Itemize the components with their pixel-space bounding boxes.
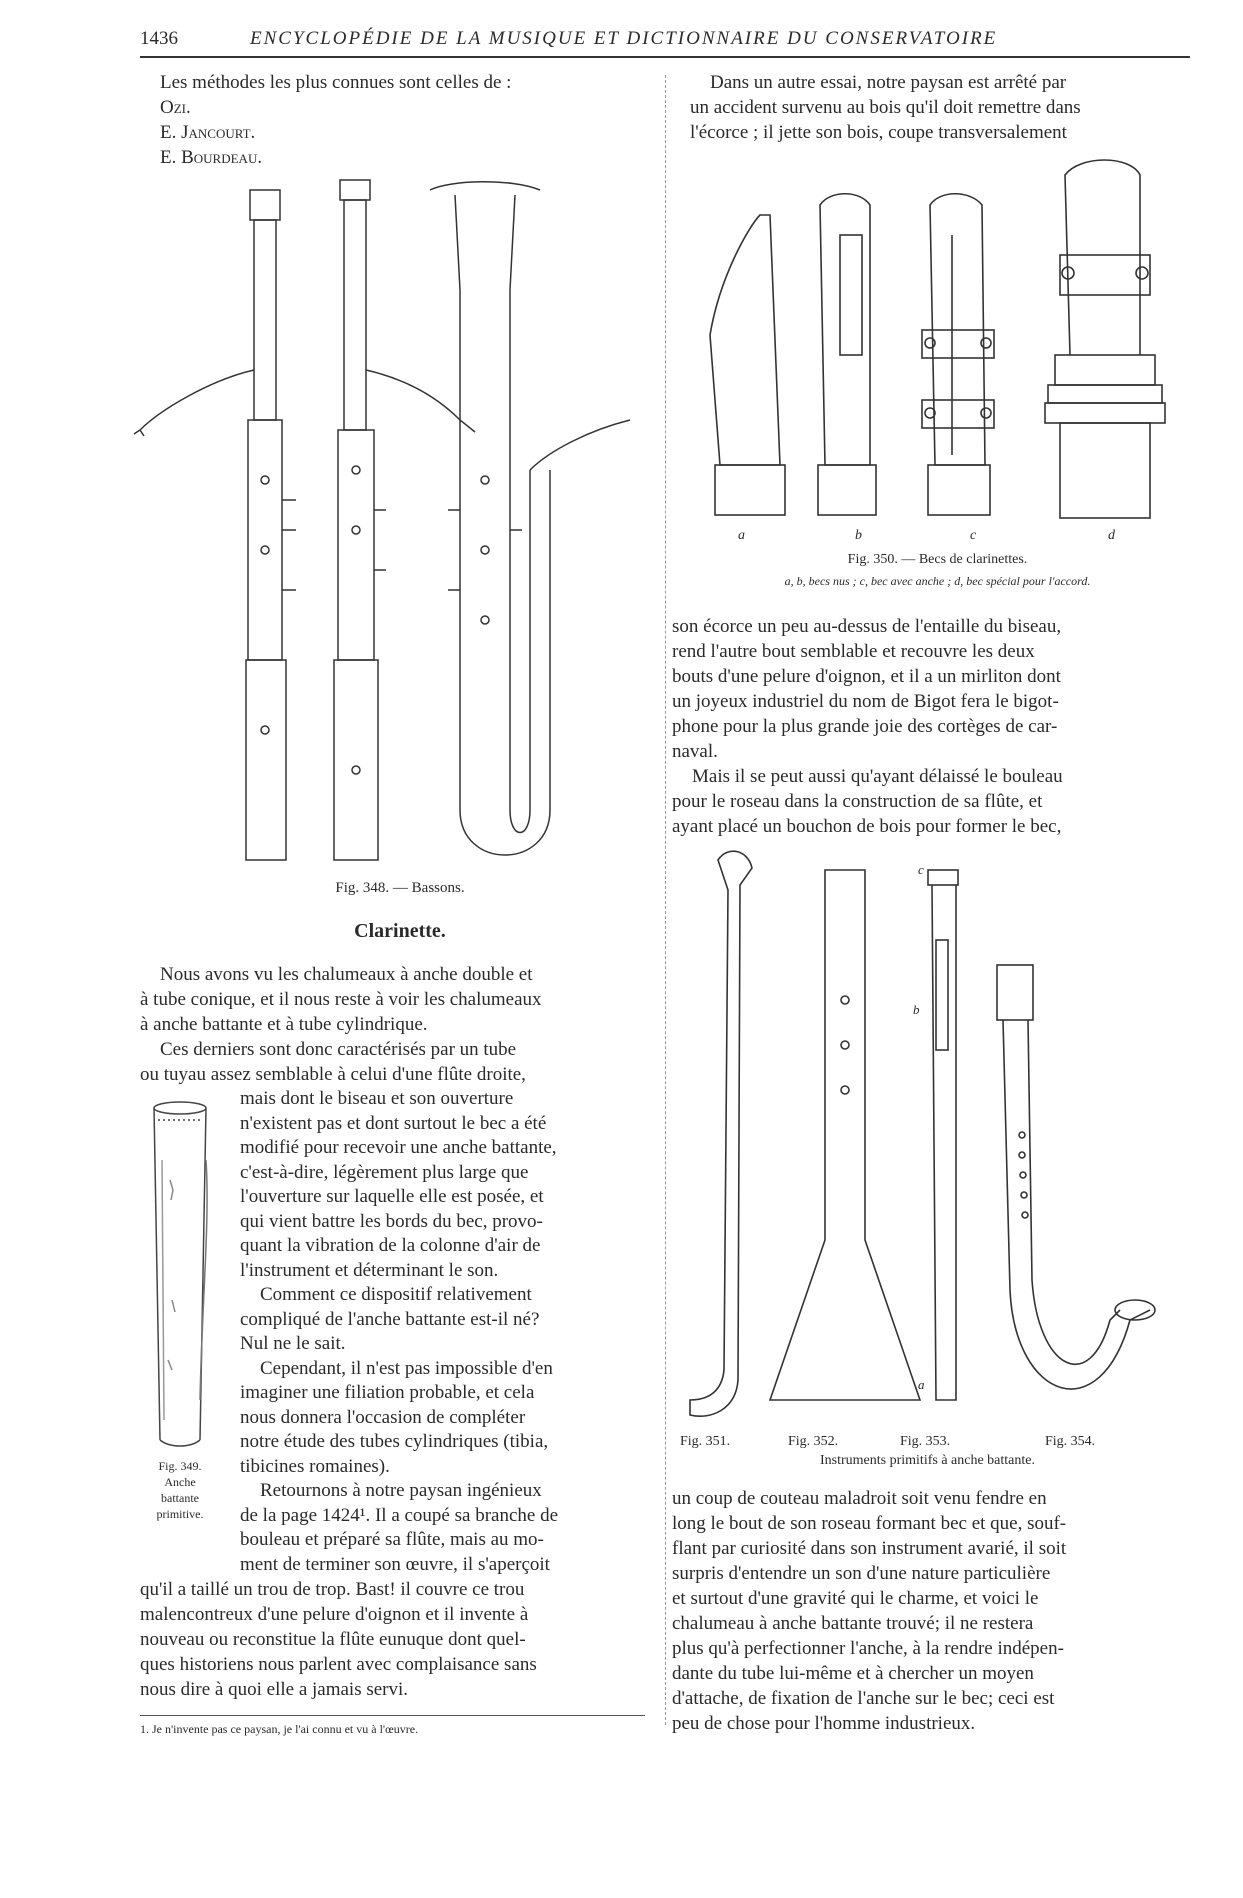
text-line: plus qu'à perfectionner l'anche, à la rendre indépen- (672, 1638, 1064, 1659)
text-line: l'écorce ; il jette son bois, coupe transversalement (690, 122, 1067, 143)
caption-line: primitive. (156, 1507, 204, 1521)
text-line: long le bout de son roseau formant bec et que, souf- (672, 1513, 1067, 1534)
caption-line: battante (161, 1491, 199, 1505)
method-item: E. Bourdeau. (160, 147, 263, 168)
text-line: flant par curiosité dans son instrument avarié, il soit (672, 1538, 1067, 1559)
fig-353-letter: c (918, 862, 924, 877)
text-line: un joyeux industriel du nom de Bigot fera le bigot- (672, 691, 1059, 712)
left-paragraph-5-full (140, 1577, 645, 1702)
text-line: nous donnera l'occasion de compléter (240, 1406, 526, 1428)
text-line: quant la vibration de la colonne d'air de (240, 1235, 541, 1256)
text-line: malencontreux d'une pelure d'oignon et il invente à (140, 1604, 529, 1625)
text-line: nous dire à quoi elle a jamais servi. (140, 1679, 409, 1700)
text-line: ment de terminer son œuvre, il s'aperçoit (240, 1553, 550, 1575)
footnote: 1. Je n'invente pas ce paysan, je l'ai connu et vu à l'œuvre. (140, 1722, 419, 1736)
fig-351-354-instruments-illustration (670, 840, 1185, 1430)
text-line: notre étude des tubes cylindriques (tibia, (240, 1431, 549, 1452)
text-line: Dans un autre essai, notre paysan est arrêté par (710, 72, 1067, 93)
fig-350-letter: b (855, 528, 862, 543)
fig-350-letter: a (738, 528, 745, 543)
text-line: Mais il se peut aussi qu'ayant délaissé le bouleau (692, 766, 1063, 787)
methods-block (160, 70, 640, 170)
left-paragraph-2-full (140, 1037, 645, 1087)
fig-349-primitive-reed-illustration (150, 1100, 210, 1450)
fig-354-label: Fig. 354. (1045, 1434, 1096, 1449)
fig-353-label: Fig. 353. (900, 1434, 951, 1449)
fig-353-letter: a (918, 1377, 925, 1392)
text-line: Comment ce dispositif relativement (260, 1284, 532, 1305)
text-line: chalumeau à anche battante trouvé; il ne restera (672, 1613, 1034, 1634)
caption-line: Fig. 349. (158, 1459, 202, 1473)
fig-350-letter: d (1108, 528, 1115, 543)
method-item: Ozi. (160, 97, 191, 118)
text-line: ou tuyau assez semblable à celui d'une flûte droite, (140, 1064, 526, 1085)
text-line: et surtout d'une gravité qui le charme, et voici le (672, 1588, 1039, 1609)
fig-353-letter: b (913, 1002, 920, 1017)
text-line: qui vient battre les bords du bec, provo- (240, 1210, 543, 1232)
text-line: n'existent pas et dont surtout le bec a été (240, 1112, 547, 1134)
fig-352-label: Fig. 352. (788, 1434, 839, 1449)
running-title: ENCYCLOPÉDIE DE LA MUSIQUE ET DICTIONNAIRE DU CONSERVATOIRE (250, 28, 998, 49)
text-line: ayant placé un bouchon de bois pour former le bec, (672, 816, 1062, 837)
text-line: pour le roseau dans la construction de sa flûte, et (672, 791, 1043, 812)
fig-348-caption: Fig. 348. — Bassons. (335, 880, 465, 896)
column-divider (665, 75, 666, 1725)
text-line: son écorce un peu au-dessus de l'entaille du biseau, (672, 616, 1062, 637)
text-line: ques historiens nous parlent avec complaisance sans (140, 1654, 537, 1675)
fig-349-caption (140, 1458, 220, 1522)
text-line: modifié pour recevoir une anche battante, (240, 1137, 557, 1158)
text-line: peu de chose pour l'homme industrieux. (672, 1713, 976, 1734)
left-paragraph-2-narrow (240, 1087, 645, 1577)
text-line: imaginer une filiation probable, et cela (240, 1382, 535, 1403)
fig-348-bassoons-illustration (130, 170, 650, 870)
text-line: Nul ne le sait. (240, 1333, 346, 1354)
text-line: phone pour la plus grande joie des cortèges de car- (672, 716, 1058, 737)
footnote-rule (140, 1715, 645, 1716)
text-line: rend l'autre bout semblable et recouvre les deux (672, 641, 1035, 662)
text-line: qu'il a taillé un trou de trop. Bast! il couvre ce trou (140, 1579, 525, 1600)
text-line: d'attache, de fixation de l'anche sur le bec; ceci est (672, 1688, 1055, 1709)
text-line: mais dont le biseau et son ouverture (240, 1088, 514, 1109)
methods-intro: Les méthodes les plus connues sont celles de : (160, 72, 512, 93)
page-header (140, 24, 1190, 54)
text-line: Cependant, il n'est pas impossible d'en (260, 1357, 553, 1379)
text-line: naval. (672, 741, 718, 762)
caption-line: Anche (164, 1475, 196, 1489)
right-paragraph-4 (672, 1486, 1184, 1736)
text-line: tibicines romaines). (240, 1455, 390, 1477)
header-rule (140, 56, 1190, 58)
text-line: Retournons à notre paysan ingénieux (260, 1480, 542, 1501)
text-line: c'est-à-dire, légèrement plus large que (240, 1161, 529, 1183)
fig-350-subcaption: a, b, becs nus ; c, bec avec anche ; d, bec spécial pour l'accord. (784, 574, 1091, 588)
text-line: Nous avons vu les chalumeaux à anche double et (160, 964, 533, 985)
text-line: à anche battante et à tube cylindrique. (140, 1014, 428, 1035)
text-line: à tube conique, et il nous reste à voir les chalumeaux (140, 989, 542, 1010)
right-paragraph-3 (672, 764, 1184, 839)
fig-350-caption: Fig. 350. — Becs de clarinettes. (847, 552, 1028, 567)
text-line: nouveau ou reconstitue la flûte eunuque dont quel- (140, 1629, 526, 1650)
section-title: Clarinette. (354, 920, 446, 942)
text-line: l'instrument et déterminant le son. (240, 1259, 499, 1281)
text-line: compliqué de l'anche battante est-il né? (240, 1308, 540, 1330)
right-paragraph-2 (672, 614, 1184, 764)
text-line: de la page 1424¹. Il a coupé sa branche de (240, 1504, 558, 1526)
fig-350-letter: c (970, 528, 977, 543)
fig-350-mouthpieces-illustration (690, 155, 1185, 525)
text-line: l'ouverture sur laquelle elle est posée, et (240, 1186, 544, 1207)
right-paragraph-1 (690, 70, 1185, 145)
page-number: 1436 (140, 28, 178, 49)
text-line: Ces derniers sont donc caractérisés par un tube (160, 1039, 517, 1060)
text-line: surpris d'entendre un son d'une nature particulière (672, 1563, 1051, 1584)
text-line: un accident survenu au bois qu'il doit remettre dans (690, 97, 1081, 118)
text-line: dante du tube lui-même et à chercher un moyen (672, 1663, 1034, 1684)
text-line: bouts d'une pelure d'oignon, et il a un mirliton dont (672, 666, 1061, 687)
text-line: bouleau et préparé sa flûte, mais au mo- (240, 1529, 544, 1550)
method-item: E. Jancourt. (160, 122, 256, 143)
left-paragraph-1 (140, 962, 645, 1037)
fig-351-354-caption: Instruments primitifs à anche battante. (820, 1453, 1035, 1468)
fig-351-label: Fig. 351. (680, 1434, 731, 1449)
text-line: un coup de couteau maladroit soit venu fendre en (672, 1488, 1047, 1509)
